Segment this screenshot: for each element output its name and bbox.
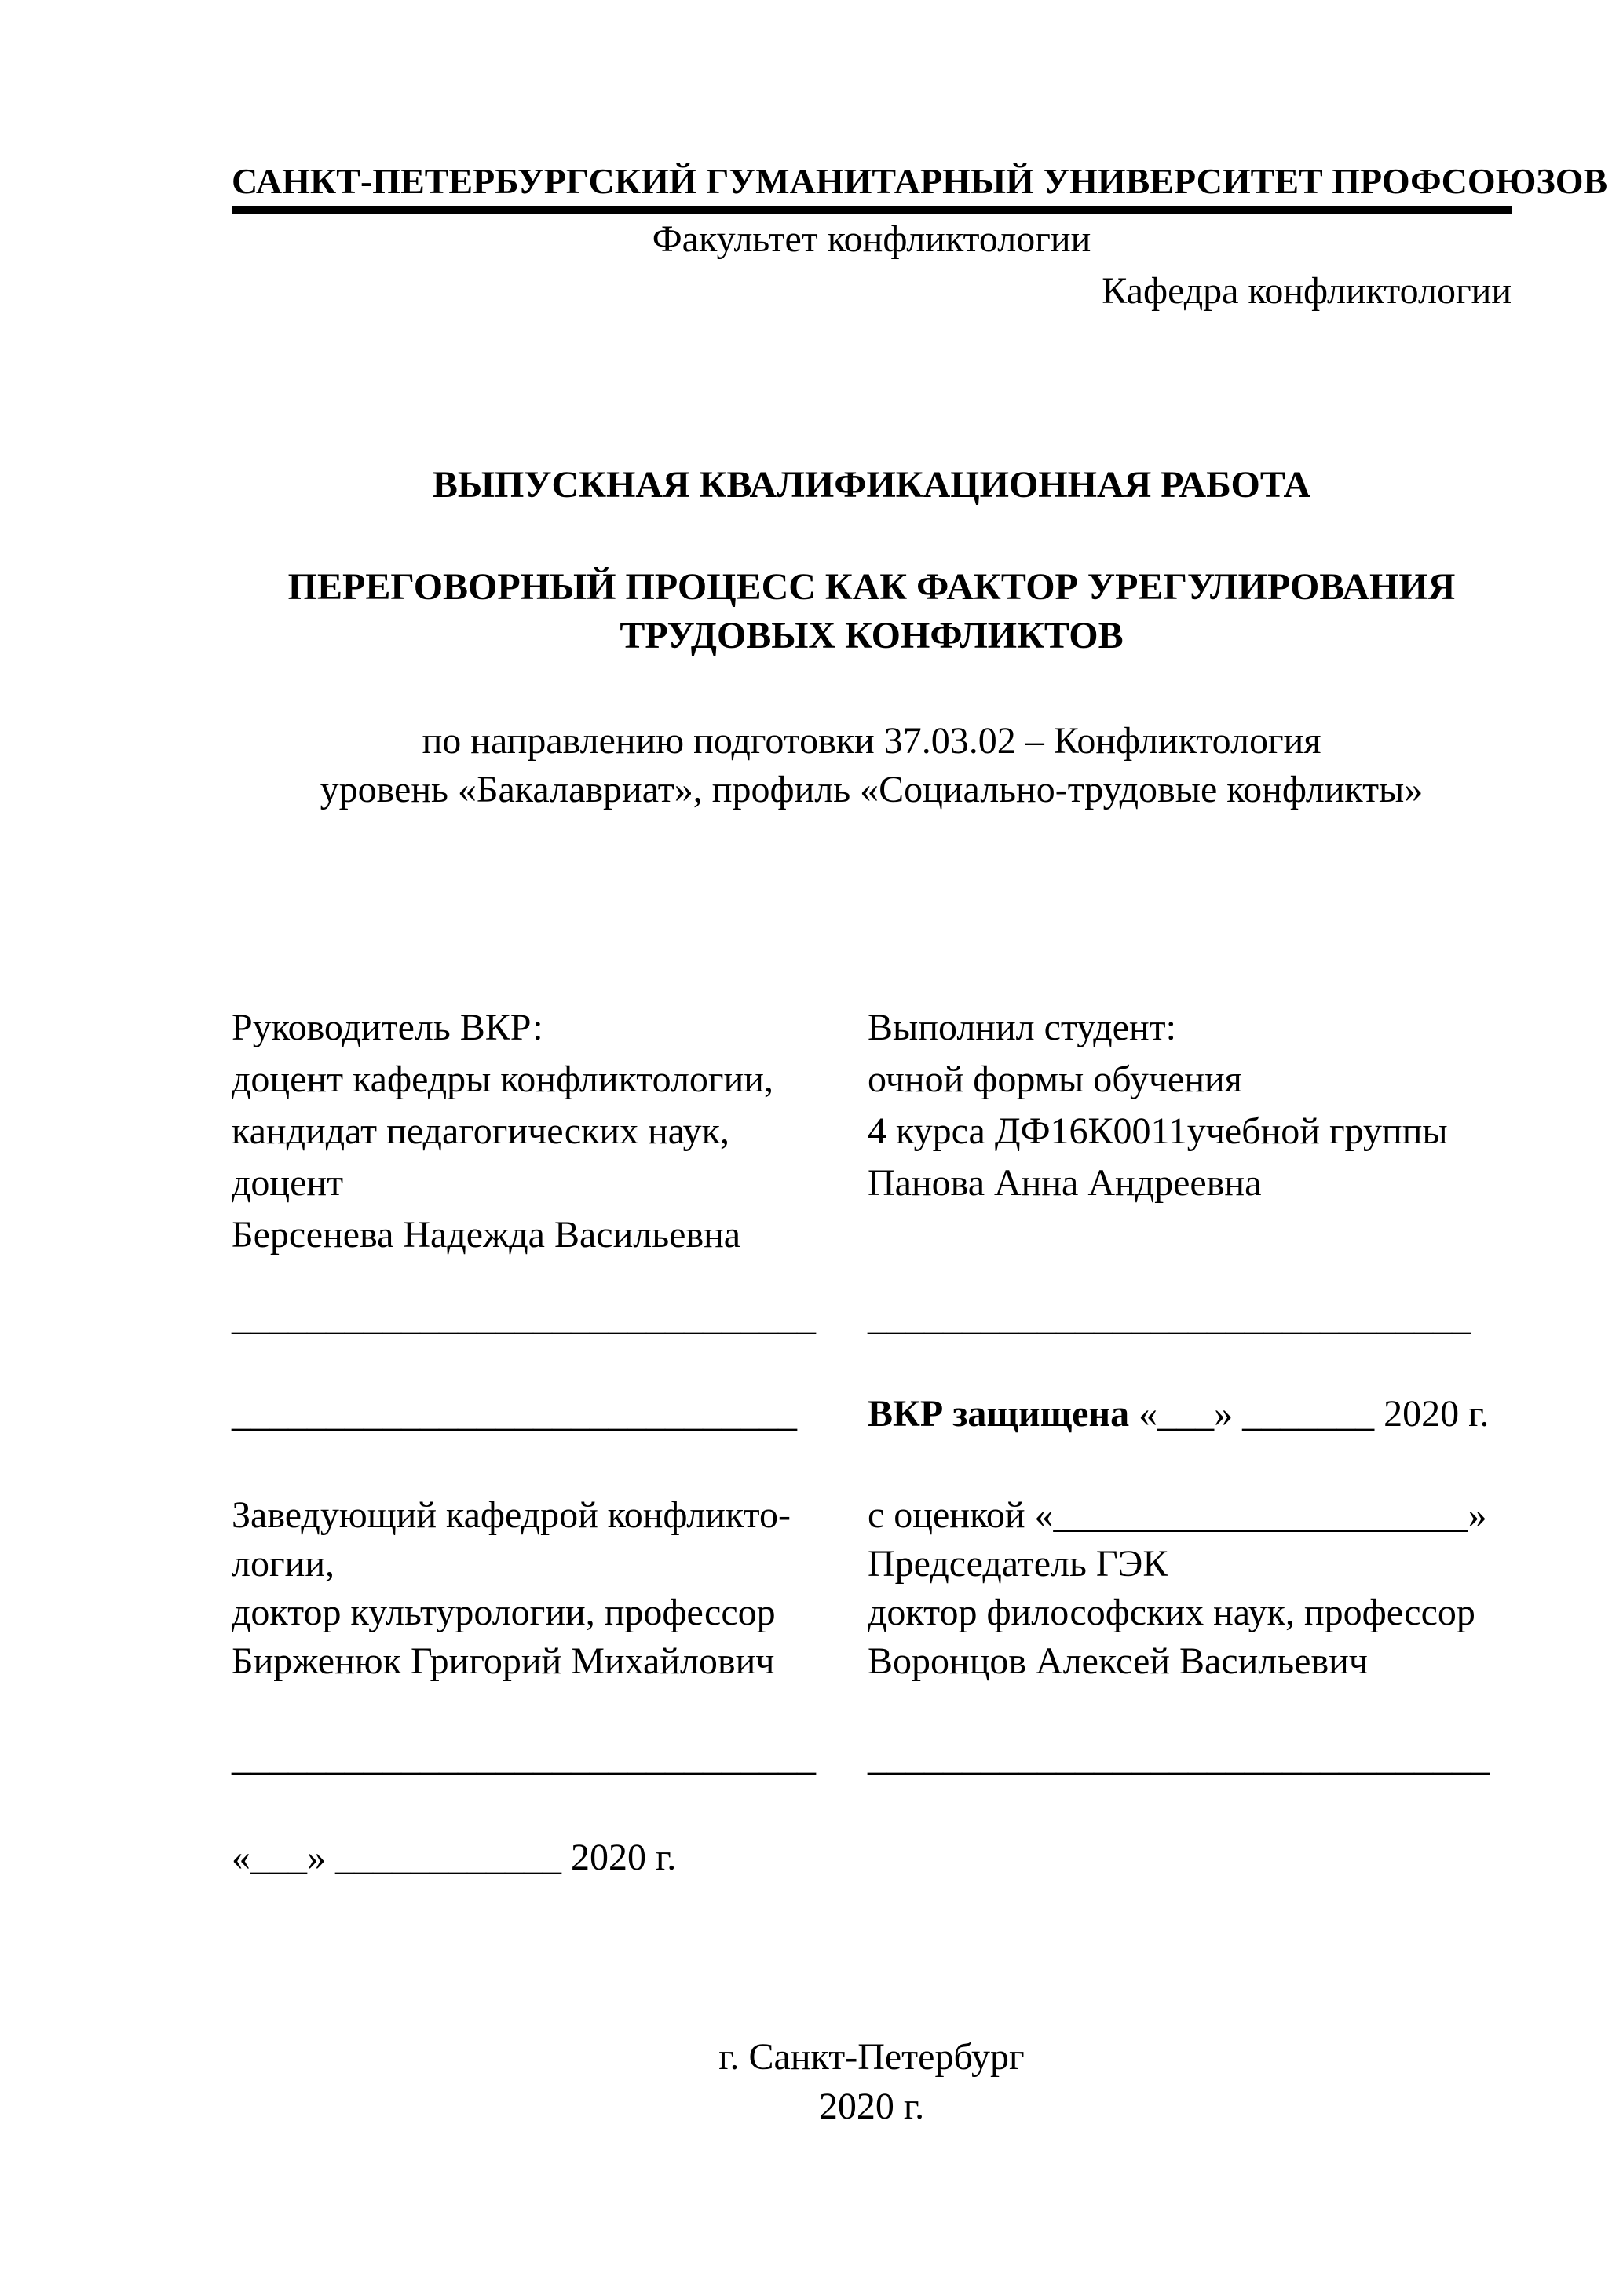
committee-chair-signature-line: _________________________________ xyxy=(868,1737,1490,1779)
supervisor-role-label: Руководитель ВКР: xyxy=(232,1007,543,1048)
supervisor-signature-line: _______________________________ xyxy=(232,1296,816,1338)
work-type-heading: ВЫПУСКНАЯ КВАЛИФИКАЦИОННАЯ РАБОТА xyxy=(432,464,1311,506)
department-head-position-3: доктор культурологии, профессор xyxy=(232,1592,776,1633)
student-signature-line: ________________________________ xyxy=(868,1296,1471,1338)
department-head-date-line: «___» ____________ 2020 г. xyxy=(232,1837,677,1878)
department-head-block xyxy=(232,1491,868,1686)
thesis-title-line-2: ТРУДОВЫХ КОНФЛИКТОВ xyxy=(620,615,1124,656)
student-block xyxy=(868,1002,1523,1209)
footer-year: 2020 г. xyxy=(818,2086,925,2127)
supervisor-block xyxy=(232,1002,868,1261)
department-head-position-1: Заведующий кафедрой конфликто- xyxy=(232,1494,791,1536)
footer-block xyxy=(232,2032,1512,2131)
committee-chair-name: Воронцов Алексей Васильевич xyxy=(868,1640,1368,1682)
student-info-2: 4 курса ДФ16К0011учебной группы xyxy=(868,1110,1448,1152)
program-block xyxy=(232,717,1512,814)
thesis-title-line-1: ПЕРЕГОВОРНЫЙ ПРОЦЕСС КАК ФАКТОР УРЕГУЛИРОВАНИЯ xyxy=(287,566,1456,608)
defense-label: ВКР защищена xyxy=(868,1393,1130,1435)
department-name: Кафедра конфликтологии xyxy=(1102,270,1512,312)
defense-line xyxy=(868,1390,1523,1439)
committee-chair-block xyxy=(868,1491,1523,1686)
department-head-name: Бирженюк Григорий Михайлович xyxy=(232,1640,775,1682)
footer-city: г. Санкт-Петербург xyxy=(718,2036,1025,2078)
department-head-signature-line: _______________________________ xyxy=(232,1737,816,1779)
faculty-name: Факультет конфликтологии xyxy=(652,218,1091,260)
supervisor-position-2: кандидат педагогических наук, xyxy=(232,1110,729,1152)
committee-chair-position-1: Председатель ГЭК xyxy=(868,1543,1168,1585)
department-head-position-2: логии, xyxy=(232,1543,335,1585)
program-line: по направлению подготовки 37.03.02 – Конфликтология xyxy=(422,720,1321,762)
student-name: Панова Анна Андреевна xyxy=(868,1162,1262,1204)
defense-date-blank: «___» _______ 2020 г. xyxy=(1129,1393,1490,1435)
supervisor-name: Берсенева Надежда Васильевна xyxy=(232,1214,741,1256)
student-info-1: очной формы обучения xyxy=(868,1058,1242,1100)
student-role-label: Выполнил студент: xyxy=(868,1007,1176,1048)
level-profile-line: уровень «Бакалавриат», профиль «Социально-трудовые конфликты» xyxy=(320,769,1424,810)
supervisor-position-3: доцент xyxy=(232,1162,344,1204)
header-rule xyxy=(232,206,1512,214)
university-name: САНКТ-ПЕТЕРБУРГСКИЙ ГУМАНИТАРНЫЙ УНИВЕРСИТЕТ ПРОФСОЮЗОВ xyxy=(232,161,1608,201)
supervisor-position-1: доцент кафедры конфликтологии, xyxy=(232,1058,773,1100)
committee-chair-position-2: доктор философских наук, профессор xyxy=(868,1592,1475,1633)
supervisor-signature-line-2: ______________________________ xyxy=(232,1393,797,1435)
thesis-title xyxy=(232,563,1512,660)
grade-blank-line: с оценкой «______________________» xyxy=(868,1494,1487,1536)
